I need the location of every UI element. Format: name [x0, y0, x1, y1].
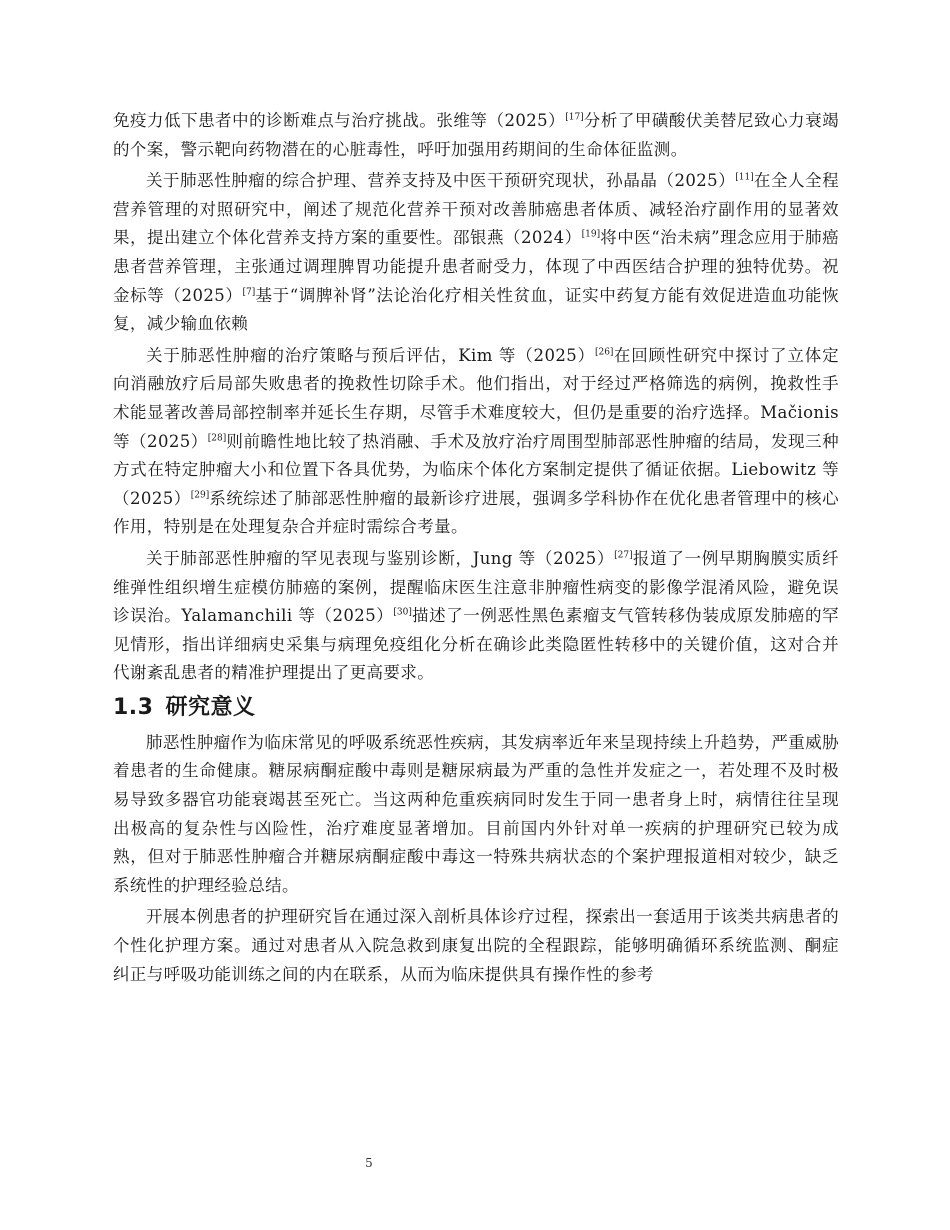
- citation-ref: [29]: [190, 490, 210, 501]
- paragraph-text: 基于“调脾补肾”法论治化疗相关性贫血，证实中药复方能有效促进造血功能恢复，减少输血依赖: [113, 285, 840, 334]
- paragraph-text: 在全人全程营养管理的对照研究中，阐述了规范化营养干预对改善肺癌患者体质、减轻治疗副作用的显著效果，提出建立个体化营养支持方案的重要性。邵银燕（2024）: [113, 171, 839, 248]
- paragraphs-before: [113, 107, 839, 688]
- page-body: [113, 107, 839, 989]
- paragraph-text: 分析了甲磺酸伏美替尼致心力衰竭的个案，警示靶向药物潜在的心脏毒性，呼吁加强用药期间的生命体征监测。: [113, 111, 839, 159]
- paragraph-text: 将中医“治未病”理念应用于肺癌患者营养管理，主张通过调理脾胃功能提升患者耐受力，体现了中西医结合护理的独特优势。祝金标等（2025）: [113, 228, 840, 305]
- paragraph-text: 关于肺恶性肿瘤的治疗策略与预后评估，Kim 等（2025）: [146, 345, 595, 365]
- paragraph-text: 系统综述了肺部恶性肿瘤的最新诊疗进展，强调多学科协作在优化患者管理中的核心作用，特别是在处理复杂合并症时需综合考量。: [113, 488, 839, 537]
- page-number: 5: [365, 1156, 373, 1170]
- citation-ref: [19]: [581, 229, 601, 240]
- paragraph-text: 关于肺部恶性肿瘤的罕见表现与鉴别诊断，Jung 等（2025）: [146, 548, 615, 568]
- citation-ref: [7]: [242, 287, 256, 298]
- paragraph: [113, 167, 839, 339]
- paragraph: [113, 729, 839, 901]
- section-title: 研究意义: [165, 694, 256, 720]
- section-heading: [113, 691, 839, 725]
- paragraph-text: 则前瞻性地比较了热消融、手术及放疗治疗周围型肺部恶性肿瘤的结局，发现三种方式在特定肿瘤大小和位置下各具优势，为临床个体化方案制定提供了循证依据。Liebowitz 等（2025）: [113, 431, 839, 508]
- citation-ref: [28]: [207, 433, 227, 444]
- paragraph: [113, 903, 839, 989]
- paragraph-text: 关于肺恶性肿瘤的综合护理、营养支持及中医干预研究现状，孙晶晶（2025）: [146, 171, 736, 191]
- citation-ref: [17]: [565, 112, 584, 123]
- paragraph-text: 开展本例患者的护理研究旨在通过深入剖析具体诊疗过程，探索出一套适用于该类共病患者的个性化护理方案。通过对患者从入院急救到康复出院的全程跟踪，能够明确循环系统监测、酮症纠正与呼吸功能训练之间的内在联系，从而为临床提供具有操作性的参考: [113, 907, 839, 984]
- paragraph-text: 描述了一例恶性黑色素瘤支气管转移伪装成原发肺癌的罕见情形，指出详细病史采集与病理免疫组化分析在确诊此类隐匿性转移中的关键价值，这对合并代谢紊乱患者的精准护理提出了更高要求。: [113, 606, 839, 683]
- paragraph: [113, 545, 839, 688]
- citation-ref: [26]: [594, 347, 614, 358]
- paragraph: [113, 107, 839, 164]
- paragraph-text: 在回顾性研究中探讨了立体定向消融放疗后局部失败患者的挽救性切除手术。他们指出，对于经过严格筛选的病例，挽救性手术能显著改善局部控制率并延长生存期，尽管手术难度较大，但仍是重要的治疗选择。Mačionis 等（2025）: [113, 345, 839, 451]
- citation-ref: [27]: [614, 550, 633, 561]
- paragraph: [113, 342, 839, 542]
- citation-ref: [30]: [393, 607, 412, 618]
- paragraphs-after: [113, 729, 839, 989]
- section-number: 1.3: [113, 694, 154, 720]
- paragraph-text: 报道了一例早期胸膜实质纤维弹性组织增生症模仿肺癌的案例，提醒临床医生注意非肿瘤性病变的影像学混淆风险，避免误诊误治。Yalamanchili 等（2025）: [113, 548, 839, 626]
- paragraph-text: 免疫力低下患者中的诊断难点与治疗挑战。张维等（2025）: [113, 111, 566, 130]
- citation-ref: [11]: [735, 172, 754, 183]
- paragraph-text: 肺恶性肿瘤作为临床常见的呼吸系统恶性疾病，其发病率近年来呈现持续上升趋势，严重威胁着患者的生命健康。糖尿病酮症酸中毒则是糖尿病最为严重的急性并发症之一，若处理不及时极易导致多器官功能衰竭甚至死亡。当这两种危重疾病同时发生于同一患者身上时，病情往往呈现出极高的复杂性与凶险性，治疗难度显著增加。目前国内外针对单一疾病的护理研究已较为成熟，但对于肺恶性肿瘤合并糖尿病酮症酸中毒这一特殊共病状态的个案护理报道相对较少，缺乏系统性的护理经验总结。: [113, 732, 839, 895]
